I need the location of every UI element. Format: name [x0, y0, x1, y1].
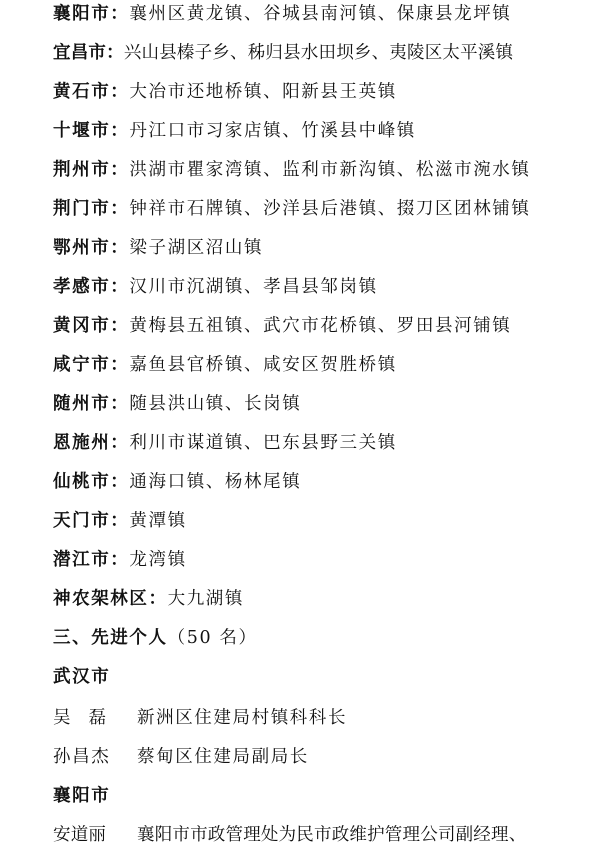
region-label: 仙桃市：	[53, 472, 130, 492]
section-title: 三、先进个人	[53, 628, 168, 648]
region-line	[53, 314, 511, 338]
region-towns: 龙湾镇	[129, 550, 187, 570]
region-line	[53, 548, 187, 572]
person-name: 吴磊	[53, 708, 124, 728]
region-label: 随州市：	[53, 394, 130, 414]
region-label: 恩施州：	[53, 433, 130, 453]
person-row	[53, 823, 526, 847]
region-towns: 黄潭镇	[129, 511, 187, 531]
region-towns: 随县洪山镇、长岗镇	[129, 394, 302, 414]
region-label: 襄阳市：	[53, 4, 130, 24]
region-line	[53, 158, 531, 182]
region-label: 孝感市：	[53, 277, 130, 297]
group-city: 武汉市	[53, 667, 111, 687]
region-towns: 钟祥市石牌镇、沙洋县后港镇、掇刀区团林铺镇	[129, 199, 531, 219]
section-count: （50 名）	[167, 628, 258, 648]
region-label: 黄冈市：	[53, 316, 130, 336]
region-line	[53, 353, 397, 377]
person-name: 孙昌杰	[53, 747, 111, 767]
region-line	[53, 197, 531, 221]
region-line	[53, 80, 397, 104]
region-label: 天门市：	[53, 511, 130, 531]
region-label: 鄂州市：	[53, 238, 130, 258]
region-label: 十堰市：	[53, 121, 130, 141]
section-heading	[53, 626, 258, 650]
region-line	[53, 275, 378, 299]
person-row	[53, 706, 347, 730]
region-towns: 大九湖镇	[167, 589, 245, 609]
region-label: 神农架林区：	[53, 589, 168, 609]
region-towns: 通海口镇、杨林尾镇	[129, 472, 302, 492]
region-label: 潜江市：	[53, 550, 130, 570]
region-line	[53, 236, 263, 260]
person-role: 新洲区住建局村镇科科长	[137, 708, 348, 728]
region-line	[53, 119, 416, 143]
region-line	[53, 2, 511, 26]
region-towns: 黄梅县五祖镇、武穴市花桥镇、罗田县河铺镇	[129, 316, 512, 336]
region-towns: 汉川市沉湖镇、孝昌县邹岗镇	[129, 277, 378, 297]
region-towns: 大冶市还地桥镇、阳新县王英镇	[129, 82, 397, 102]
region-towns: 利川市谋道镇、巴东县野三关镇	[129, 433, 397, 453]
region-towns: 嘉鱼县官桥镇、咸安区贺胜桥镇	[129, 355, 397, 375]
region-line	[53, 431, 397, 455]
region-towns: 襄州区黄龙镇、谷城县南河镇、保康县龙坪镇	[129, 4, 512, 24]
region-label: 荆州市：	[53, 160, 130, 180]
person-role: 襄阳市市政管理处为民市政维护管理公司副经理、	[137, 825, 527, 845]
region-line	[53, 41, 513, 65]
region-line	[53, 587, 244, 611]
person-role: 蔡甸区住建局副局长	[137, 747, 309, 767]
region-label: 荆门市：	[53, 199, 130, 219]
region-towns: 洪湖市瞿家湾镇、监利市新沟镇、松滋市涴水镇	[129, 160, 531, 180]
region-towns: 梁子湖区沼山镇	[129, 238, 264, 258]
region-towns: 兴山县榛子乡、秭归县水田坝乡、夷陵区太平溪镇	[123, 43, 514, 63]
region-line	[53, 509, 187, 533]
person-row	[53, 745, 309, 769]
region-line	[53, 392, 301, 416]
region-label: 宜昌市：	[53, 43, 124, 63]
group-city: 襄阳市	[53, 786, 111, 806]
region-label: 咸宁市：	[53, 355, 130, 375]
region-line	[53, 470, 301, 494]
group-city-heading	[53, 665, 110, 689]
region-towns: 丹江口市习家店镇、竹溪县中峰镇	[129, 121, 416, 141]
person-name: 安道丽	[53, 825, 107, 845]
group-city-heading	[53, 784, 110, 808]
region-label: 黄石市：	[53, 82, 130, 102]
